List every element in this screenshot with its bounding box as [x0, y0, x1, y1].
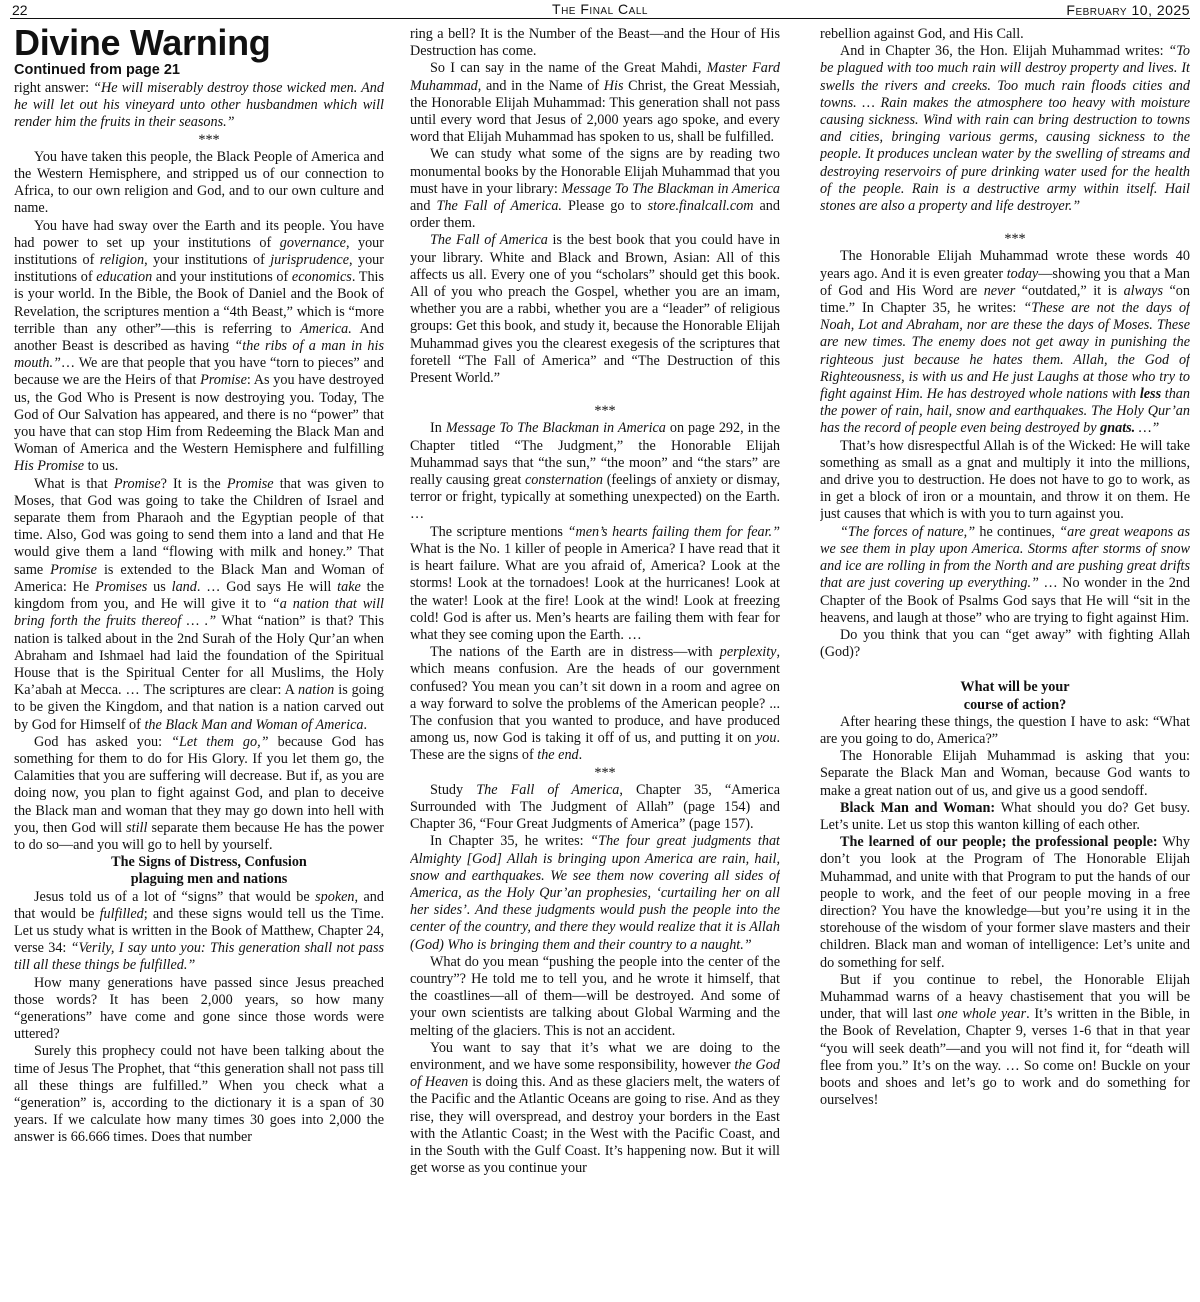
- subheading: course of action?: [963, 696, 1067, 713]
- paragraph: “The forces of nature,” he continues, “are great weapons as we see them in play upon America. Storms after storms of snow and ice are rolling in from the North and are pushing great drifts that are just covering up everything.” … No wonder in the 2nd Chapter of the Book of Psalms God says that He will “sit in the heavens, and laugh at those” who are trying to fight against Him.: [820, 523, 1190, 626]
- paragraph: Jesus told us of a lot of “signs” that would be spoken, and that would be fulfilled; and these signs would tell us the Time. Let us study what is written in the Book of Matthew, Chapter 24, verse 34: “Verily, I say unto you: This generation shall not pass till all these things be fulfilled.”: [14, 888, 384, 974]
- article-title: Divine Warning: [14, 22, 271, 63]
- paragraph: The scripture mentions “men’s hearts failing them for fear.” What is the No. 1 killer of people in America? I have read that it is heart failure. What are you afraid of, America? Look at the storms! Look at the tornadoes! Look at the hurricanes! Look at the water! Look at the fire! Look at the wind! Look at freezing cold! God is after us. Men’s hearts are failing them with fear for what they see coming upon the Earth. …: [410, 523, 780, 643]
- subheading: plaguing men and nations: [130, 871, 288, 888]
- paragraph: How many generations have passed since Jesus preached those words? It has been 2,000 years, so how many “generations” have come and gone since those words were uttered?: [14, 974, 384, 1043]
- paragraph: The Honorable Elijah Muhammad wrote these words 40 years ago. And it is even greater today—showing you that a Man of God and His Word are never “outdated,” it is always “on time.” In Chapter 35, he writes: “These are not the days of Noah, Lot and Abraham, nor are these the days of Moses. These are new times. The enemy does not get away in punishing the righteous just because he hates them. Allah, the God of Righteousness, is with us and He just Laughs at those who try to fight against Him. He has destroyed whole nations with less than the power of rain, hail, snow and earthquakes. The Holy Qur’an has the record of people even being destroyed by gnats. …”: [820, 248, 1190, 437]
- section-separator: ***: [594, 764, 616, 781]
- paragraph: Surely this prophecy could not have been talking about the time of Jesus The Prophet, that “this generation shall not pass till all these things are fulfilled.” When you check what a “generation” is, according to the dictionary it is a span of 30 years. If we calculate how many times 30 goes into 2,000 the answer is 66.666 times. Does that number: [14, 1043, 384, 1146]
- article-column-3: [820, 26, 1190, 1302]
- section-separator: ***: [198, 131, 220, 148]
- store-link: store.finalcall.com: [647, 198, 754, 215]
- continued-note: Continued from page 21: [14, 62, 180, 78]
- paragraph: rebellion against God, and His Call.: [820, 26, 1024, 42]
- paragraph: The Fall of America is the best book that you could have in your library. White and Black and Brown, Asian: All of this affects us all. Every one of you “scholars” should get this book. All of you who preach the Gospel, whether you are an imam, whether you are a rabbi, whether you are a “leader” of religious groups: Get this book, and study it, because the Honorable Elijah Muhammad gives you the clearest exegesis of the scriptures that foretell “The Fall of America” and “The Destruction of this Present World.”: [410, 232, 780, 387]
- paragraph: Study The Fall of America, Chapter 35, “America Surrounded with The Judgment of Allah” (page 154) and Chapter 36, “Four Great Judgments of America” (page 157).: [410, 781, 780, 833]
- paragraph: We can study what some of the signs are by reading two monumental books by the Honorable Elijah Muhammad that you must have in your library: Message To The Blackman in America and The Fall of America. Please go to store.finalcall.com and order them.: [410, 146, 780, 232]
- paragraph: And in Chapter 36, the Hon. Elijah Muhammad writes: “To be plagued with too much rain will destroy property and lives. It swells the rivers and creeks. Too much rain floods cities and towns. … Rain makes the atmosphere too heavy with moisture causing sickness. Wind with rain can bring destruction to towns and cities, bringing various germs, causing sickness to the people. It produces unclean water by the swelling of streams and destroying reservoirs of pure drinking water used for the health of the people. Rain is a destructive army within itself. Hail stones are also a property and life destroyer.”: [820, 43, 1190, 215]
- paragraph: The nations of the Earth are in distress—with perplexity, which means confusion. Are the heads of our government confused? You mean you can’t sit down in a room and agree on a way forward to solve the problems of the American people? ... The confusion that you wanted to produce, and have produced among us, now God is taking it off of us, and putting it on you. These are the signs of the end.: [410, 644, 780, 764]
- paragraph: In Chapter 35, he writes: “The four great judgments that Almighty [God] Allah is bringing upon America are rain, hail, snow and earthquakes. We see them now covering all sides of America, as the Holy Qur’an prophesies, ‘curtailing her on all her sides’. And these judgments would push the people into the center of the country, and there they would realize that it is Allah (God) Who is bringing them and their country to a naught.”: [410, 833, 780, 953]
- page-number: 22: [12, 2, 28, 18]
- paragraph: Black Man and Woman: What should you do? Get busy. Let’s unite. Let us stop this wanton killing of each other.: [820, 799, 1190, 833]
- page-header: [10, 0, 1190, 19]
- paragraph: After hearing these things, the question I have to ask: “What are you going to do, America?”: [820, 713, 1190, 747]
- paragraph: What do you mean “pushing the people into the center of the country”? He told me to tell you, and he wrote it himself, that the coastlines—all of them—will be destroyed. And some of your own scientists are talking about Global Warming and the melting of the glaciers. This is not an accident.: [410, 953, 780, 1039]
- paragraph: You have had sway over the Earth and its people. You have had power to set up your institutions of governance, your institutions of religion, your institutions of jurisprudence, your institutions of education and your institutions of economics. This is your world. In the Bible, the Book of Daniel and the Book of Revelation, the scriptures mention a “4th Beast,” which is “more terrible than any other”—this is referring to America. And another Beast is described as having “the ribs of a man in his mouth.”… We are that people that you have “torn to pieces” and because we are the Heirs of that Promise: As you have destroyed us, the God Who is Present is now destroying you. Today, The God of Our Salvation has appeared, and there is no “power” that you have that can stop Him from Redeeming the Black Man and Woman of America and the Western Hemisphere and fulfilling His Promise to us.: [14, 217, 384, 475]
- paragraph: The learned of our people; the professional people: Why don’t you look at the Program of The Honorable Elijah Muhammad, and unite with that Program to put the hands of our people to work, and the feet of our people moving in a free direction? You have the knowledge—but you’re using it in the storehouse of the wisdom of your former slave masters and their children. Black man and woman of intelligence: Let’s unite and do something for self.: [820, 834, 1190, 971]
- subheading: The Signs of Distress, Confusion: [111, 854, 307, 871]
- subheading: What will be your: [960, 679, 1070, 696]
- paragraph: The Honorable Elijah Muhammad is asking that you: Separate the Black Man and Woman, because God wants to make a great nation out of us, and give us a good sendoff.: [820, 748, 1190, 799]
- paragraph: God has asked you: “Let them go,” because God has something for them to do for His Glory. If you let them go, the Calamities that you are suffering will decrease. But if, as you are doing now, you plan to fight against God, and plan to deceive the Black man and woman that they may go down into hell with you, then God will still separate them because He has the power to do so—and you will go to hell by yourself.: [14, 733, 384, 853]
- section-separator: ***: [594, 403, 616, 420]
- article-column-2: [410, 26, 780, 1302]
- issue-date: February 10, 2025: [1066, 2, 1190, 18]
- paragraph: Do you think that you can “get away” with fighting Allah (God)?: [820, 626, 1190, 661]
- paragraph: ring a bell? It is the Number of the Beast—and the Hour of His Destruction has come.: [410, 26, 780, 60]
- paragraph: In Message To The Blackman in America on page 292, in the Chapter titled “The Judgment,” the Honorable Elijah Muhammad says that “the sun,” “the moon” and “the stars” are really causing great consternation (feelings of anxiety or dismay, terror or fright, typically at something unexpected) on the Earth. …: [410, 420, 780, 523]
- paragraph: You want to say that it’s what we are doing to the environment, and we have some responsibility, however the God of Heaven is doing this. And as these glaciers melt, the waters of the Pacific and the Atlantic Oceans are going to rise. And as they rise, they will overspread, and destroy your borders in the East with the Atlantic Coast; in the West with the Pacific Coast, and in the South with the Gulf Coast. It’s happening now. But it will get worse as you continue your: [410, 1039, 780, 1177]
- paragraph: So I can say in the name of the Great Mahdi, Master Fard Muhammad, and in the Name of His Christ, the Great Messiah, the Honorable Elijah Muhammad: This generation shall not pass until every word that Jesus of 2,000 years ago spoke, and every word that Elijah Muhammad has spoken to us, shall be fulfilled.: [410, 60, 780, 146]
- paragraph: right answer: “He will miserably destroy those wicked men. And he will let out his vineyard unto other husbandmen which will render him the fruits in their seasons.”: [14, 80, 384, 131]
- paragraph: What is that Promise? It is the Promise that was given to Moses, that God was going to take the Children of Israel and separate them from Pharaoh and the Egyptian people of that time. Also, God was going to send them into a land and that He would give them a land “flowing with milk and honey.” That same Promise is extended to the Black Man and Woman of America: He Promises us land. … God says He will take the kingdom from you, and He will give it to “a nation that will bring forth the fruits thereof … .” What “nation” is that? This nation is talked about in the 2nd Surah of the Holy Qur’an when Abraham and Ishmael had laid the foundation of the Spiritual House that is the Spiritual Center for all Muslims, the Holy Ka’abah at Mecca. … The scriptures are clear: A nation is going to be given the Kingdom, and that nation is a nation carved out by God for Himself of the Black Man and Woman of America.: [14, 475, 384, 733]
- section-separator: ***: [1004, 231, 1026, 248]
- paragraph: That’s how disrespectful Allah is of the Wicked: He will take something as small as a gnat and multiply it into the millions, and drive you to destruction. He does not have to go to work, as in get a block of iron or a mountain, and throw it on them. He just causes that which is with you to turn against you.: [820, 437, 1190, 523]
- article-column-1: [14, 22, 384, 1298]
- paragraph: But if you continue to rebel, the Honorable Elijah Muhammad warns of a heavy chastisement that you will be under, that will last one whole year. It’s written in the Bible, in the Book of Revelation, Chapter 9, verses 1-6 that in that year “you will seek death”—and you will not find it, for “death will flee from you.” It’s on the way. … So come on! Buckle on your boots and shoes and let’s go to work and do something for ourselves!: [820, 971, 1190, 1109]
- paragraph: You have taken this people, the Black People of America and the Western Hemisphere, and stripped us of our connection to Africa, to our own religion and God, and to our own culture and name.: [14, 148, 384, 217]
- publication-name: The Final Call: [552, 1, 648, 17]
